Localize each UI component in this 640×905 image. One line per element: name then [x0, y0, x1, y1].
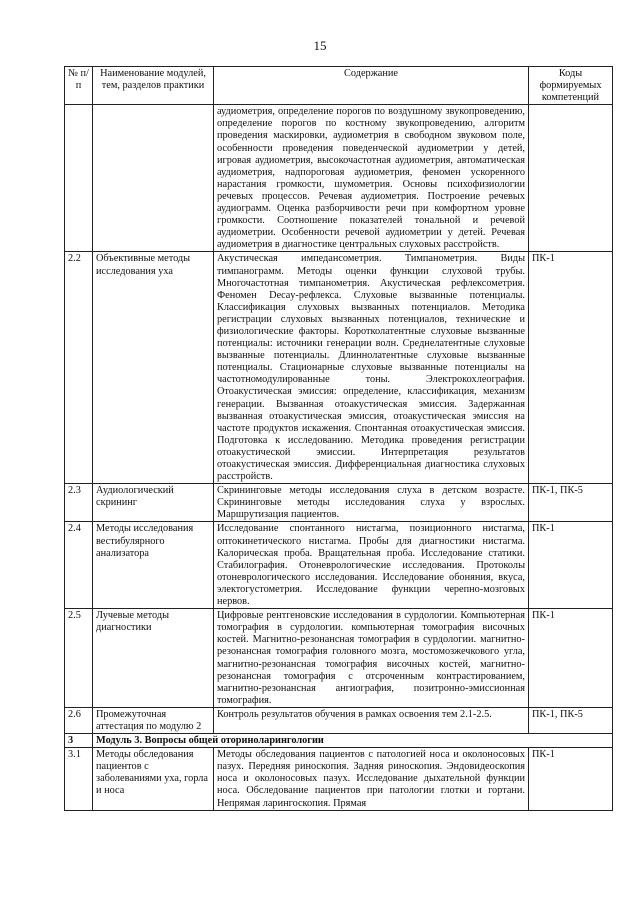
table-row	[65, 105, 613, 252]
row-name	[93, 105, 214, 252]
row-codes: ПК-1, ПК-5	[529, 484, 613, 522]
row-name: Аудиологический скрининг	[93, 484, 214, 522]
row-name: Промежуточная аттестация по модулю 2	[93, 707, 214, 733]
row-codes	[529, 105, 613, 252]
table-row	[65, 609, 613, 708]
row-codes: ПК-1	[529, 748, 613, 810]
row-num: 2.3	[65, 484, 93, 522]
header-codes: Коды формируемых компетенций	[529, 67, 613, 105]
row-content: аудиометрия, определение порогов по воздушному звукопроведению, определение порогов по костному звукопроведению, алгоритм проведения маскировки, аудиометрия в свободном звуковом поле, особенности проведения поведенческой аудиометрии у детей, игровая аудиометрия, высокочастотная аудиометрия, автоматическая аудиометрия, надпороговая аудиометрия, феномен ускоренного нарастания громкости, шумометрия. Основы психофизиологии речевых процессов. Речевая аудиометрия. Построение речевых аудиограмм. Оценка разборчивости речи при комфортном уровне громкости. Соотношение показателей тональной и речевой аудиометрии. Особенности речевой аудиометрии у детей. Речевая аудиометрия в диагностике центральных слуховых расстройств.	[214, 105, 529, 252]
row-num: 2.2	[65, 252, 93, 484]
row-codes: ПК-1, ПК-5	[529, 707, 613, 733]
row-num: 2.6	[65, 707, 93, 733]
row-num: 2.5	[65, 609, 93, 708]
row-num	[65, 105, 93, 252]
row-codes: ПК-1	[529, 522, 613, 609]
module-num: 3	[65, 734, 93, 748]
row-name: Объективные методы исследования уха	[93, 252, 214, 484]
row-codes: ПК-1	[529, 252, 613, 484]
curriculum-table	[64, 66, 613, 811]
row-name: Лучевые методы диагностики	[93, 609, 214, 708]
row-content: Акустическая импедансометрия. Тимпанометрия. Виды тимпанограмм. Методы оценки функции слуховой трубы. Многочастотная тимпанометрия. Акустическая рефлексометрия. Феномен Decay-рефлекса. Слуховые вызванные потенциалы. Классификация слуховых вызванных потенциалов. Методика регистрации слуховых вызванных потенциалов, технические и физиологические факторы. Коротколатентные слуховые вызванные потенциалы: источники генерации волн. Среднелатентные слуховые вызванные потенциалы. Длиннолатентные слуховые вызванные потенциалы. Стационарные слуховые вызванные потенциалы на частотномодулированные тоны. Электрокохлеография. Отоакустическая эмиссия: определение, классификация, механизм генерации. Вызванная отоакустическая эмиссия. Задержанная вызванная отоакустическая эмиссия, отоакустическая эмиссия на частоте продуктов искажения. Спонтанная отоакустическая эмиссия. Подготовка к исследованию. Методика проведения регистрации отоакустической эмиссии. Интерпретация результатов отоакустическая эмиссия. Дифференциальная диагностика слуховых расстройств.	[214, 252, 529, 484]
row-content: Цифровые рентгеновские исследования в сурдологии. Компьютерная томография в сурдологии. компьютерная томография височных костей. Магнитно-резонансная томография в сурдологии. магнитно-резонансная томография головного мозга, мостомозжечкового угла, магнитно-резонансная томография височных костей, магнитно-резонансная томография с отсроченным контрастированием, магнитно-резонансная ангиография, позитронно-эмиссионная томография.	[214, 609, 529, 708]
row-content: Исследование спонтанного нистагма, позиционного нистагма, оптокинетического нистагма. Пробы для диагностики нистагма. Калорическая проба. Вращательная проба. Исследование статики. Стабилография. Отоневрологические исследования. Протоколы отоневрологического исследования. Исследование обоняния, вкуса, электогустометрия. Исследование функции черепно-мозговых нервов.	[214, 522, 529, 609]
table-row	[65, 748, 613, 810]
table-row	[65, 707, 613, 733]
row-name: Методы исследования вестибулярного анализатора	[93, 522, 214, 609]
row-codes: ПК-1	[529, 609, 613, 708]
row-name: Методы обследования пациентов с заболеваниями уха, горла и носа	[93, 748, 214, 810]
table-row	[65, 522, 613, 609]
header-name: Наименование модулей, тем, разделов практики	[93, 67, 214, 105]
header-content: Содержание	[214, 67, 529, 105]
row-content: Методы обследования пациентов с патологией носа и околоносовых пазух. Передняя риноскопия. Задняя риноскопия. Эндовидеоскопия носа и околоносовых пазух. Исследование дыхательной функции носа. Обследование пациентов при патологии глотки и гортани. Непрямая ларингоскопия. Прямая	[214, 748, 529, 810]
header-num: № п/п	[65, 67, 93, 105]
row-num: 2.4	[65, 522, 93, 609]
row-content: Скрининговые методы исследования слуха в детском возрасте. Скрининговые методы исследования слуха у взрослых. Маршрутизация пациентов.	[214, 484, 529, 522]
module-title: Модуль 3. Вопросы общей оториноларингологии	[93, 734, 613, 748]
page-number: 15	[313, 38, 327, 53]
table-row	[65, 484, 613, 522]
row-num: 3.1	[65, 748, 93, 810]
table-header-row	[65, 67, 613, 105]
table-row	[65, 252, 613, 484]
row-content: Контроль результатов обучения в рамках освоения тем 2.1-2.5.	[214, 707, 529, 733]
module-row	[65, 734, 613, 748]
